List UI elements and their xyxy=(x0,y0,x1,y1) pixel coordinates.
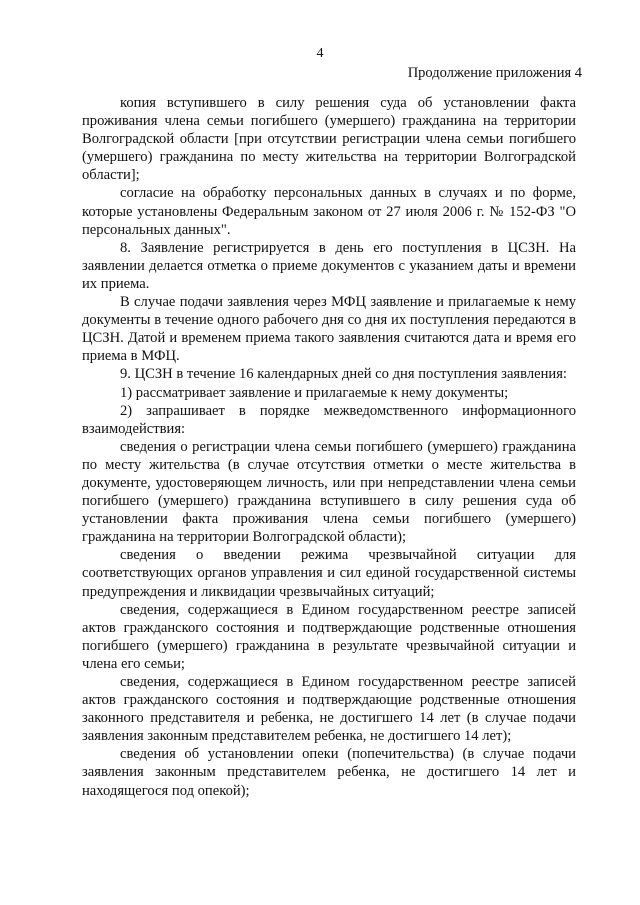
paragraph-item-9-csszn-review: 9. ЦСЗН в течение 16 календарных дней со дня поступления заявления: xyxy=(120,366,567,383)
paragraph-mfc-submission: В случае подачи заявления через МФЦ заявление и прилагаемые к нему документы в течение одного рабочего дня со дня их поступления передаются в ЦСЗН. Датой и временем приема такого заявления считаются дата и время его приема в МФЦ. xyxy=(82,294,576,365)
paragraph-registration-info: сведения о регистрации члена семьи погибшего (умершего) гражданина по месту жительства (в случае отсутствия отметки о месте жительства в документе, удостоверяющем личность, или при непредставлении члена семьи погибшего (умершего) гражданина вступившего в силу решения суда об установлении факта проживания члена семьи погибшего (умершего) гражданина на территории Волгоградской области); xyxy=(82,438,576,546)
paragraph-emergency-regime-info: сведения о введении режима чрезвычайной ситуации для соответствующих органов управления и сил единой государственной системы предупреждения и ликвидации чрезвычайных ситуаций; xyxy=(82,547,576,600)
paragraph-personal-data-consent: согласие на обработку персональных данных в случаях и по форме, которые установлены Федеральным законом от 27 июля 2006 г. № 152-ФЗ "О персональных данных". xyxy=(82,185,576,238)
paragraph-civil-registry-deceased: сведения, содержащиеся в Едином государственном реестре записей актов гражданского состояния и подтверждающие родственные отношения погибшего (умершего) гражданина в результате чрезвычайной ситуации и члена его семьи; xyxy=(82,601,576,672)
continuation-note: Продолжение приложения 4 xyxy=(407,65,582,81)
paragraph-court-decision-copy: копия вступившего в силу решения суда об установлении факта проживания члена семьи погибшего (умершего) гражданина на территории Волгоградской области [при отсутствии регистрации члена семьи погибшего (умершего) гражданина по месту жительства на территории Волгоградской области]; xyxy=(82,95,576,184)
page-number: 4 xyxy=(316,46,324,61)
paragraph-subitem-2: 2) запрашивает в порядке межведомственного информационного взаимодействия: xyxy=(82,402,576,437)
paragraph-civil-registry-guardian: сведения, содержащиеся в Едином государственном реестре записей актов гражданского состояния и подтверждающие родственные отношения законного представителя и ребенка, не достигшего 14 лет (в случае подачи заявления законным представителем ребенка, не достигшего 14 лет); xyxy=(82,674,576,745)
paragraph-subitem-1: 1) рассматривает заявление и прилагаемые к нему документы; xyxy=(120,384,509,401)
paragraph-guardianship-info: сведения об установлении опеки (попечительства) (в случае подачи заявления законным представителем ребенка, не достигшего 14 лет и находящегося под опекой); xyxy=(82,746,576,799)
document-body xyxy=(82,94,576,800)
paragraph-item-8-registration: 8. Заявление регистрируется в день его поступления в ЦСЗН. На заявлении делается отметка о приеме документов с указанием даты и времени их приема. xyxy=(82,239,576,292)
